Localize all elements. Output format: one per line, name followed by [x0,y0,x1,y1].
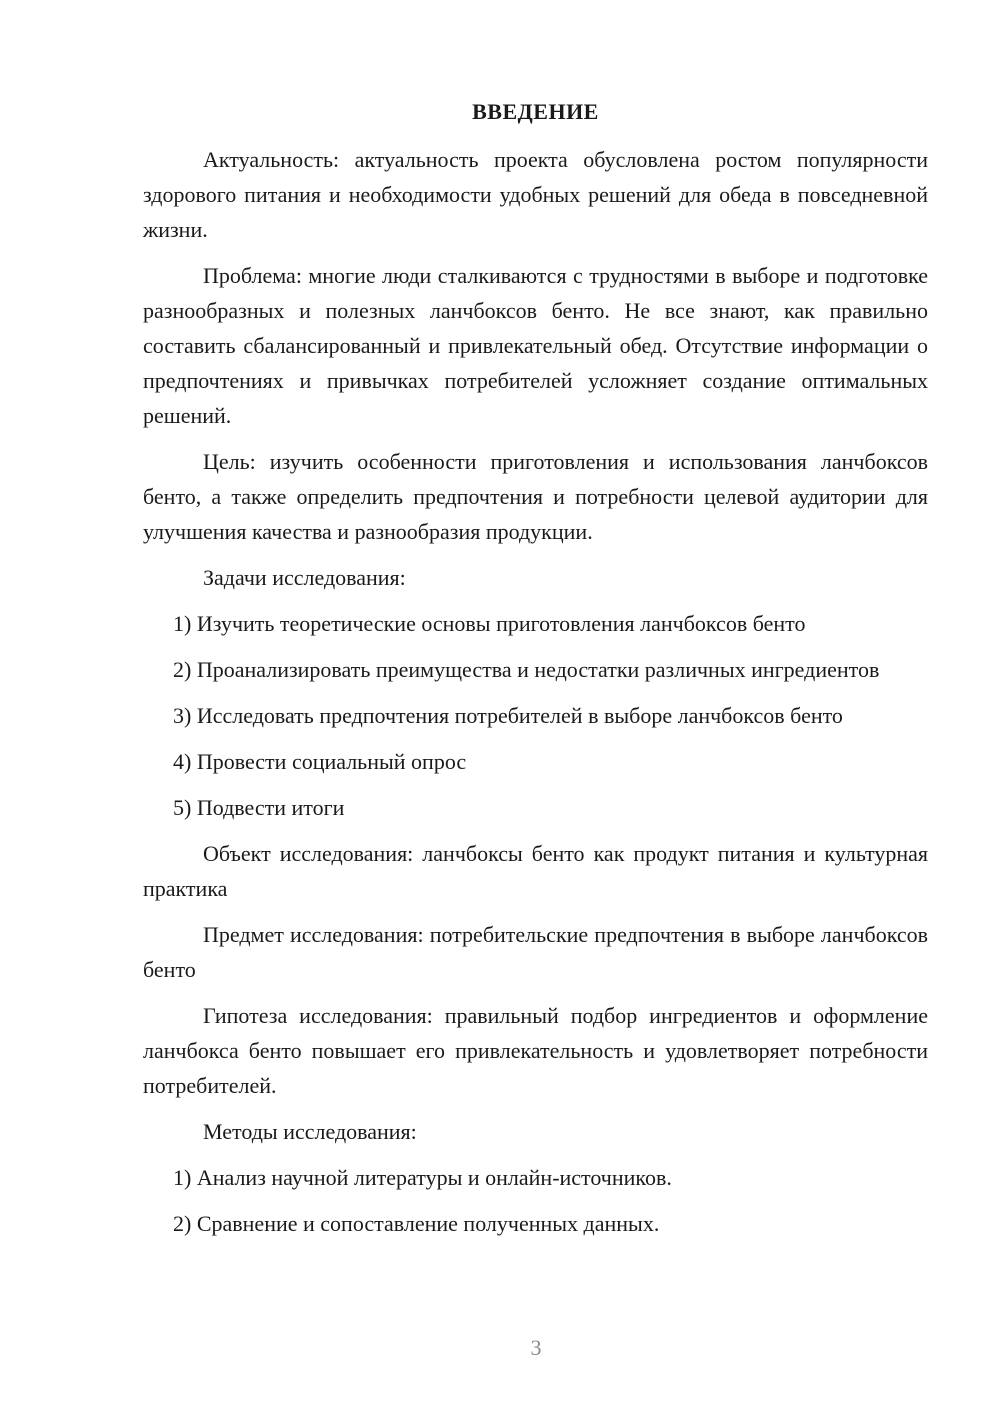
paragraph-hypothesis: Гипотеза исследования: правильный подбор ингредиентов и оформление ланчбокса бенто повышает его привлекательность и удовлетворяет потребности потребителей. [143,1003,928,1098]
task-item-2: 2) Проанализировать преимущества и недостатки различных ингредиентов [173,657,880,682]
paragraph-problem: Проблема: многие люди сталкиваются с трудностями в выборе и подготовке разнообразных и полезных ланчбоксов бенто. Не все знают, как правильно составить сбалансированный и привлекательный обед. Отсутствие информации о предпочтениях и привычках потребителей усложняет создание оптимальных решений. [143,263,928,428]
document-content [143,94,928,1252]
method-item-2: 2) Сравнение и сопоставление полученных данных. [173,1211,660,1236]
paragraph-tasks-heading: Задачи исследования: [203,565,406,590]
task-item-5: 5) Подвести итоги [173,795,345,820]
section-title: ВВЕДЕНИЕ [472,99,599,124]
paragraph-methods-heading: Методы исследования: [203,1119,417,1144]
method-item-1: 1) Анализ научной литературы и онлайн-источников. [173,1165,672,1190]
paragraph-relevance: Актуальность: актуальность проекта обусловлена ростом популярности здорового питания и необходимости удобных решений для обеда в повседневной жизни. [143,147,928,242]
paragraph-object: Объект исследования: ланчбоксы бенто как продукт питания и культурная практика [143,841,928,901]
task-item-1: 1) Изучить теоретические основы приготовления ланчбоксов бенто [173,611,806,636]
task-item-3: 3) Исследовать предпочтения потребителей в выборе ланчбоксов бенто [173,703,843,728]
paragraph-goal: Цель: изучить особенности приготовления и использования ланчбоксов бенто, а также определить предпочтения и потребности целевой аудитории для улучшения качества и разнообразия продукции. [143,449,928,544]
paragraph-subject: Предмет исследования: потребительские предпочтения в выборе ланчбоксов бенто [143,922,928,982]
page-number: 3 [530,1335,542,1360]
task-item-4: 4) Провести социальный опрос [173,749,467,774]
